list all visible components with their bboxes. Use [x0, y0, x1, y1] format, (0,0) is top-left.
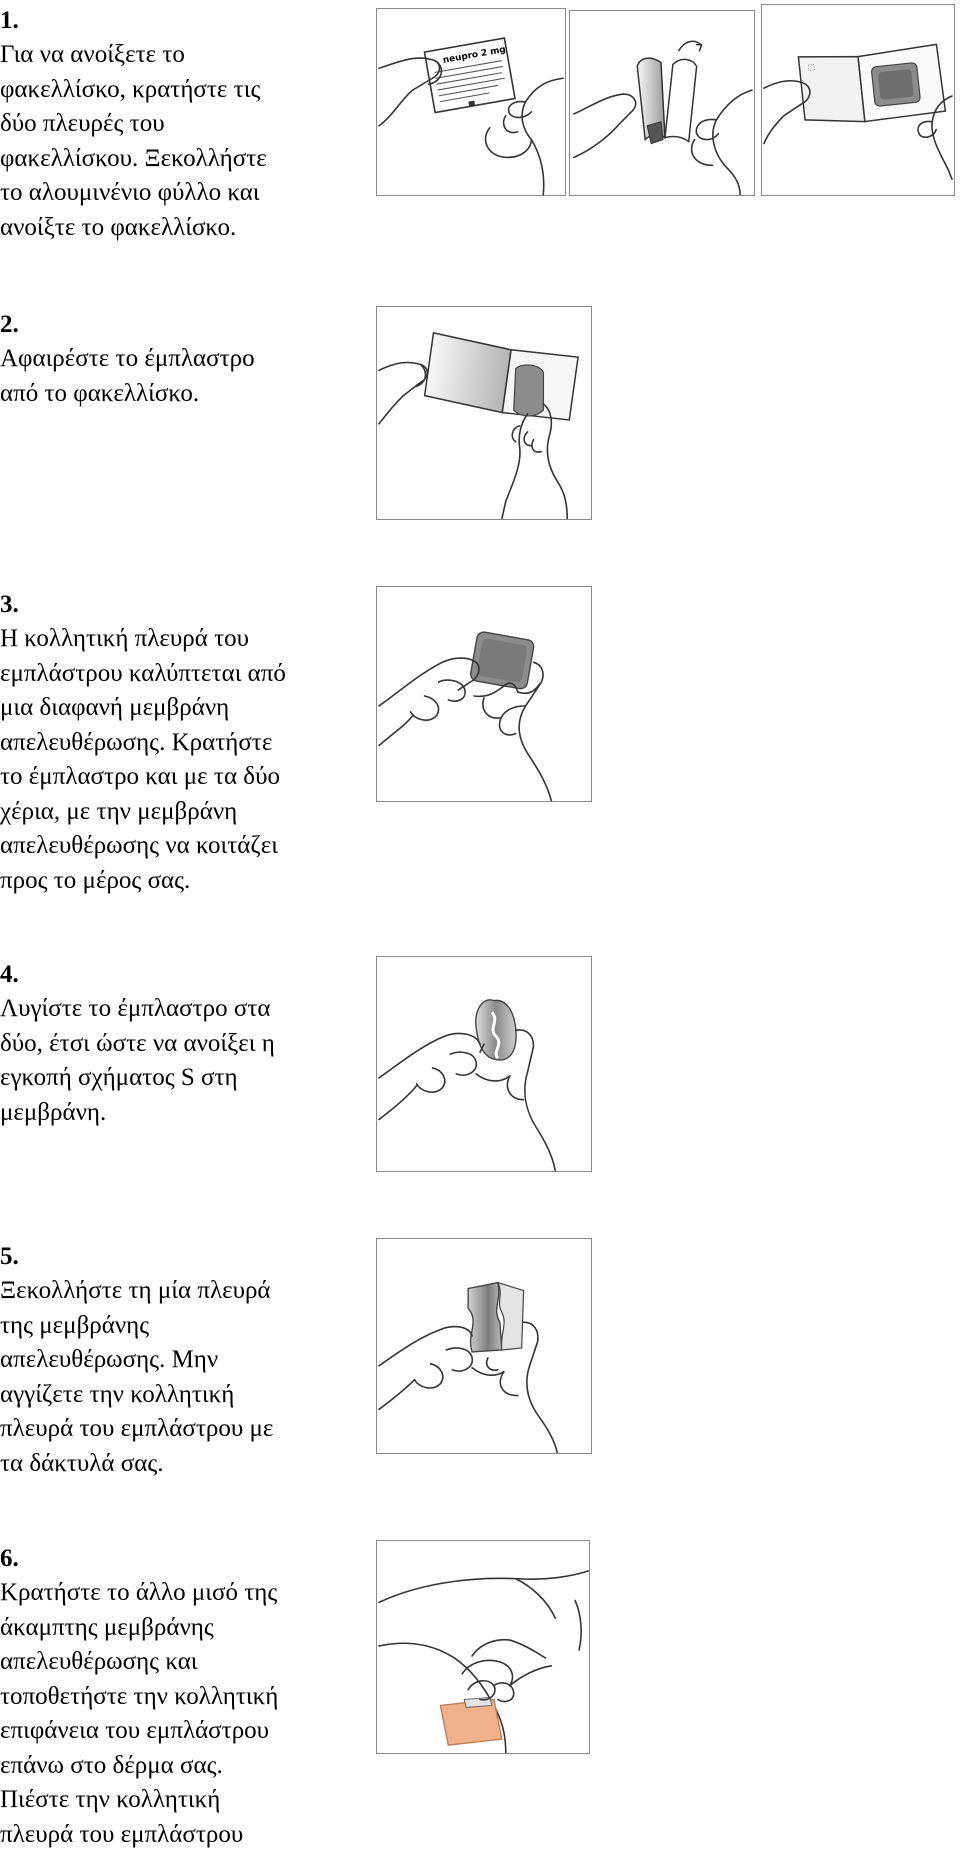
- hands-holding-sachet-icon: [377, 9, 565, 195]
- step-5: [0, 1240, 360, 1481]
- step-text: Η κολλητική πλευρά του εμπλάστρου καλύπτεται από μια διαφανή μεμβράνη απελευθέρωσης. Κρατήστε το έμπλαστρο και με τα δύο χέρια, με την μεμβράνη απελευθέρωσης να κοιτάζει προς το μέρος σας.: [0, 625, 286, 894]
- step-text: Ξεκολλήστε τη μία πλευρά της μεμβράνης απελευθέρωσης. Μην αγγίζετε την κολλητική πλευρά του εμπλάστρου με τα δάκτυλά σας.: [0, 1277, 274, 1477]
- open-sachet-icon: [762, 5, 954, 195]
- illustration-hold-sachet: [376, 8, 566, 196]
- apply-patch-icon: [377, 1541, 589, 1753]
- step-4: [0, 958, 360, 1130]
- step-text: Κρατήστε το άλλο μισό της άκαμπτης μεμβράνης απελευθέρωσης και τοποθετήστε την κολλητική επιφάνεια του εμπλάστρου επάνω στο δέρμα σας. Πιέστε την κολλητική πλευρά του εμπλάστρου: [0, 1579, 279, 1848]
- step-text: Για να ανοίξετε το φακελλίσκο, κρατήστε τις δύο πλευρές του φακελλίσκου. Ξεκολλήστε το αλουμινένιο φύλλο και ανοίξτε το φακελλίσκο.: [0, 41, 267, 241]
- step-1: [0, 4, 360, 245]
- illustration-remove-patch: [376, 306, 592, 520]
- step-6: [0, 1542, 360, 1852]
- svg-text:⬚: ⬚: [806, 62, 816, 72]
- sachet-label: neupro 2 mg: [442, 44, 507, 66]
- peel-liner-icon: [377, 1239, 591, 1453]
- illustration-apply-patch: [376, 1540, 590, 1754]
- peel-foil-icon: [570, 11, 754, 195]
- step-number: 3.: [0, 591, 19, 618]
- step-number: 1.: [0, 7, 19, 34]
- step-number: 5.: [0, 1243, 19, 1270]
- step-2: [0, 308, 360, 411]
- illustration-bend-patch: [376, 956, 592, 1172]
- step-text: Αφαιρέστε το έμπλαστρο από το φακελλίσκο.: [0, 345, 255, 407]
- step-text: Λυγίστε το έμπλαστρο στα δύο, έτσι ώστε να ανοίξει η εγκοπή σχήματος S στη μεμβράνη.: [0, 995, 275, 1126]
- step-number: 2.: [0, 311, 19, 338]
- step-number: 4.: [0, 961, 19, 988]
- illustration-open-sachet: [761, 4, 955, 196]
- hold-patch-icon: [377, 587, 591, 801]
- bend-patch-icon: [377, 957, 591, 1171]
- step-number: 6.: [0, 1545, 19, 1572]
- illustration-peel-liner: [376, 1238, 592, 1454]
- step-3: [0, 588, 360, 898]
- remove-patch-icon: [377, 307, 591, 519]
- illustration-hold-patch: [376, 586, 592, 802]
- illustration-peel-foil: [569, 10, 755, 196]
